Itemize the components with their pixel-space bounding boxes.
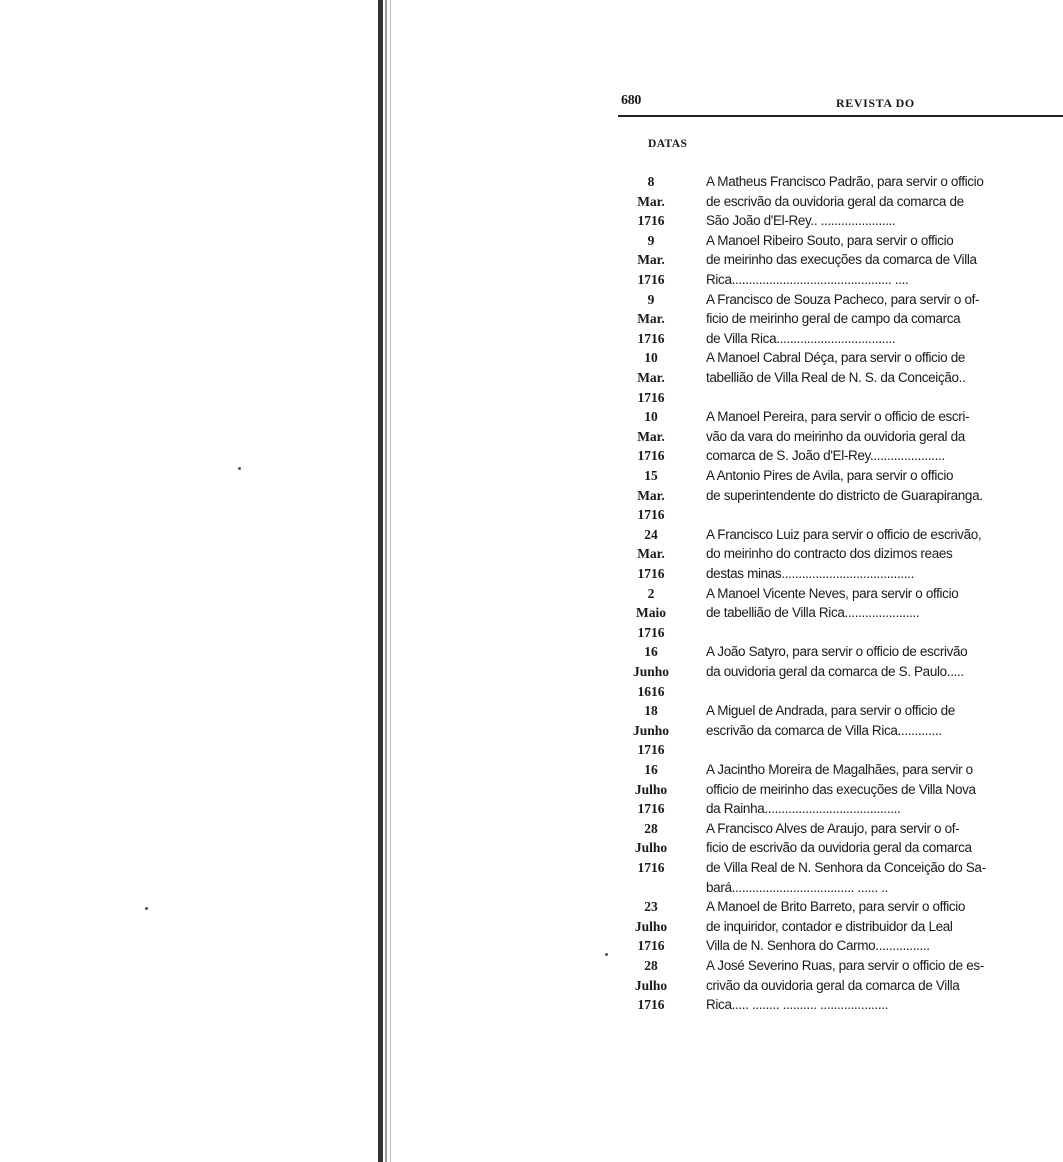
book-gutter bbox=[370, 0, 400, 1162]
date-month: Junho bbox=[632, 722, 670, 738]
entry-date bbox=[618, 407, 684, 466]
date-year: 1716 bbox=[637, 624, 665, 640]
entry-line: da ouvidoria geral da comarca de S. Paulo..... bbox=[706, 663, 964, 679]
entry-line: A Antonio Pires de Avila, para servir o officio bbox=[706, 468, 954, 483]
date-day: 16 bbox=[644, 762, 658, 777]
entry-text bbox=[706, 819, 1058, 897]
date-day: 28 bbox=[644, 958, 658, 973]
entry-line: A Matheus Francisco Padrão, para servir o officio bbox=[706, 174, 984, 189]
entry-line: A Francisco Alves de Araujo, para servir o of- bbox=[706, 820, 960, 836]
entry-line: escrivão da comarca de Villa Rica............. bbox=[706, 722, 942, 738]
entry-date bbox=[618, 584, 684, 643]
entry-text bbox=[706, 897, 1058, 956]
entry-date bbox=[618, 956, 684, 1015]
entry-date bbox=[618, 897, 684, 956]
entry-line: A Miguel de Andrada, para servir o officio de bbox=[706, 703, 955, 719]
entry-text bbox=[706, 407, 1058, 466]
date-day: 16 bbox=[644, 644, 658, 660]
entry-text bbox=[706, 584, 1058, 623]
date-day: 9 bbox=[647, 232, 655, 248]
entry-date bbox=[618, 760, 684, 819]
entry-text bbox=[706, 956, 1058, 1015]
date-year: 1716 bbox=[637, 507, 665, 523]
entry-text bbox=[706, 172, 1058, 231]
entry-line: comarca de S. João d'El-Rey...................... bbox=[706, 448, 945, 464]
date-year: 1716 bbox=[637, 859, 665, 875]
date-day: 15 bbox=[644, 468, 658, 483]
date-year: 1716 bbox=[637, 801, 665, 817]
date-month: Mar. bbox=[637, 252, 665, 268]
date-year: 1716 bbox=[637, 389, 665, 405]
entry-text bbox=[706, 290, 1058, 349]
date-day: 28 bbox=[644, 820, 658, 836]
entry-line: A João Satyro, para servir o officio de escrivão bbox=[706, 644, 968, 660]
entry-line: Rica............................................... .... bbox=[706, 271, 909, 287]
entry-line: destas minas....................................... bbox=[706, 565, 914, 581]
date-day: 24 bbox=[644, 526, 658, 542]
entry-line: A Manoel Ribeiro Souto, para servir o officio bbox=[706, 232, 954, 248]
date-day: 8 bbox=[647, 174, 655, 189]
date-day: 9 bbox=[647, 291, 655, 307]
entry-line: Rica..... ........ .......... .................... bbox=[706, 997, 889, 1013]
entry-text bbox=[706, 231, 1058, 290]
entry-line: da Rainha........................................ bbox=[706, 801, 901, 817]
entry-text bbox=[706, 525, 1058, 584]
entry-line: de inquiridor, contador e distribuidor da Leal bbox=[706, 918, 953, 934]
entry-date bbox=[618, 172, 684, 231]
column-header-dates: DATAS bbox=[648, 138, 688, 150]
date-year: 1716 bbox=[637, 997, 665, 1013]
date-year: 1716 bbox=[637, 938, 665, 954]
date-month: Mar. bbox=[637, 369, 665, 385]
date-month: Mar. bbox=[637, 546, 665, 562]
entry-line: A Manoel de Brito Barreto, para servir o officio bbox=[706, 899, 966, 915]
date-month: Mar. bbox=[637, 428, 665, 444]
entry-line: de meirinho das execuções da comarca de Villa bbox=[706, 252, 977, 268]
entry-line: ficio de meirinho geral de campo da comarca bbox=[706, 311, 961, 327]
date-year: 1716 bbox=[637, 742, 665, 758]
entry-line: de Villa Real de N. Senhora da Conceição do Sa- bbox=[706, 859, 986, 875]
entry-text bbox=[706, 642, 1058, 681]
entry-line: A Manoel Vicente Neves, para servir o officio bbox=[706, 585, 959, 601]
date-year: 1716 bbox=[637, 448, 665, 464]
entry-line: A Francisco de Souza Pacheco, para servir o of- bbox=[706, 291, 980, 307]
date-month: Julho bbox=[634, 977, 668, 993]
entry-line: A Jacintho Moreira de Magalhães, para servir o bbox=[706, 762, 973, 777]
entry-text bbox=[706, 348, 1058, 387]
entry-text bbox=[706, 760, 1058, 819]
entry-date bbox=[618, 701, 684, 760]
entry-line: de Villa Rica................................... bbox=[706, 330, 896, 346]
entry-line: Villa de N. Senhora do Carmo................ bbox=[706, 938, 930, 954]
running-title: REVISTA DO bbox=[836, 96, 915, 110]
date-month: Mar. bbox=[637, 487, 665, 503]
date-month: Julho bbox=[634, 918, 668, 934]
date-day: 10 bbox=[644, 409, 658, 425]
entry-line: de tabellião de Villa Rica...................... bbox=[706, 605, 920, 621]
date-day: 18 bbox=[644, 703, 658, 719]
entry-line: A Manoel Cabral Déça, para servir o officio de bbox=[706, 350, 966, 366]
scan-speck bbox=[605, 953, 608, 956]
date-month: Junho bbox=[632, 663, 670, 679]
entry-date bbox=[618, 466, 684, 525]
entry-line: ficio de escrivão da ouvidoria geral da comarca bbox=[706, 840, 972, 856]
entry-line: officio de meirinho das execuções de Villa Nova bbox=[706, 781, 976, 797]
entry-text bbox=[706, 701, 1058, 740]
book-page bbox=[618, 92, 1063, 1152]
date-year: 1716 bbox=[637, 330, 665, 346]
entry-line: A Francisco Luiz para servir o officio de escrivão, bbox=[706, 526, 982, 542]
date-day: 2 bbox=[647, 585, 655, 601]
entry-date bbox=[618, 819, 684, 878]
entry-line: de superintendente do districto de Guarapiranga. bbox=[706, 487, 983, 503]
date-month: Julho bbox=[634, 781, 668, 797]
date-year: 1716 bbox=[637, 565, 665, 581]
entry-line: bará.................................... ...... .. bbox=[706, 879, 889, 895]
entry-date bbox=[618, 642, 684, 701]
entry-date bbox=[618, 290, 684, 349]
entry-date bbox=[618, 525, 684, 584]
date-year: 1716 bbox=[637, 271, 665, 287]
date-year: 1616 bbox=[637, 683, 665, 699]
date-month: Julho bbox=[634, 840, 668, 856]
header-rule bbox=[618, 115, 1063, 117]
scan-speck bbox=[238, 467, 241, 470]
date-day: 23 bbox=[644, 899, 658, 915]
date-month: Mar. bbox=[637, 311, 665, 327]
date-month: Mar. bbox=[637, 193, 665, 209]
date-day: 10 bbox=[644, 350, 658, 366]
entry-date bbox=[618, 348, 684, 407]
entry-line: crivão da ouvidoria geral da comarca de Villa bbox=[706, 977, 960, 993]
date-year: 1716 bbox=[637, 213, 665, 229]
entry-line: do meirinho do contracto dos dizimos reaes bbox=[706, 546, 953, 562]
entry-line: de escrivão da ouvidoria geral da comarca de bbox=[706, 193, 964, 209]
entry-date bbox=[618, 231, 684, 290]
entry-line: tabellião de Villa Real de N. S. da Conceição.. bbox=[706, 369, 966, 385]
entry-line: São João d'El-Rey.. ...................... bbox=[706, 213, 896, 229]
date-month: Maio bbox=[636, 605, 666, 621]
entry-text bbox=[706, 466, 1058, 505]
entry-line: A Manoel Pereira, para servir o officio de escri- bbox=[706, 409, 970, 425]
scan-speck bbox=[145, 907, 148, 910]
page-header bbox=[618, 92, 1063, 120]
entry-line: A José Severino Ruas, para servir o officio de es- bbox=[706, 958, 984, 973]
page-number: 680 bbox=[621, 93, 642, 108]
entry-line: vão da vara do meirinho da ouvidoria geral da bbox=[706, 428, 965, 444]
